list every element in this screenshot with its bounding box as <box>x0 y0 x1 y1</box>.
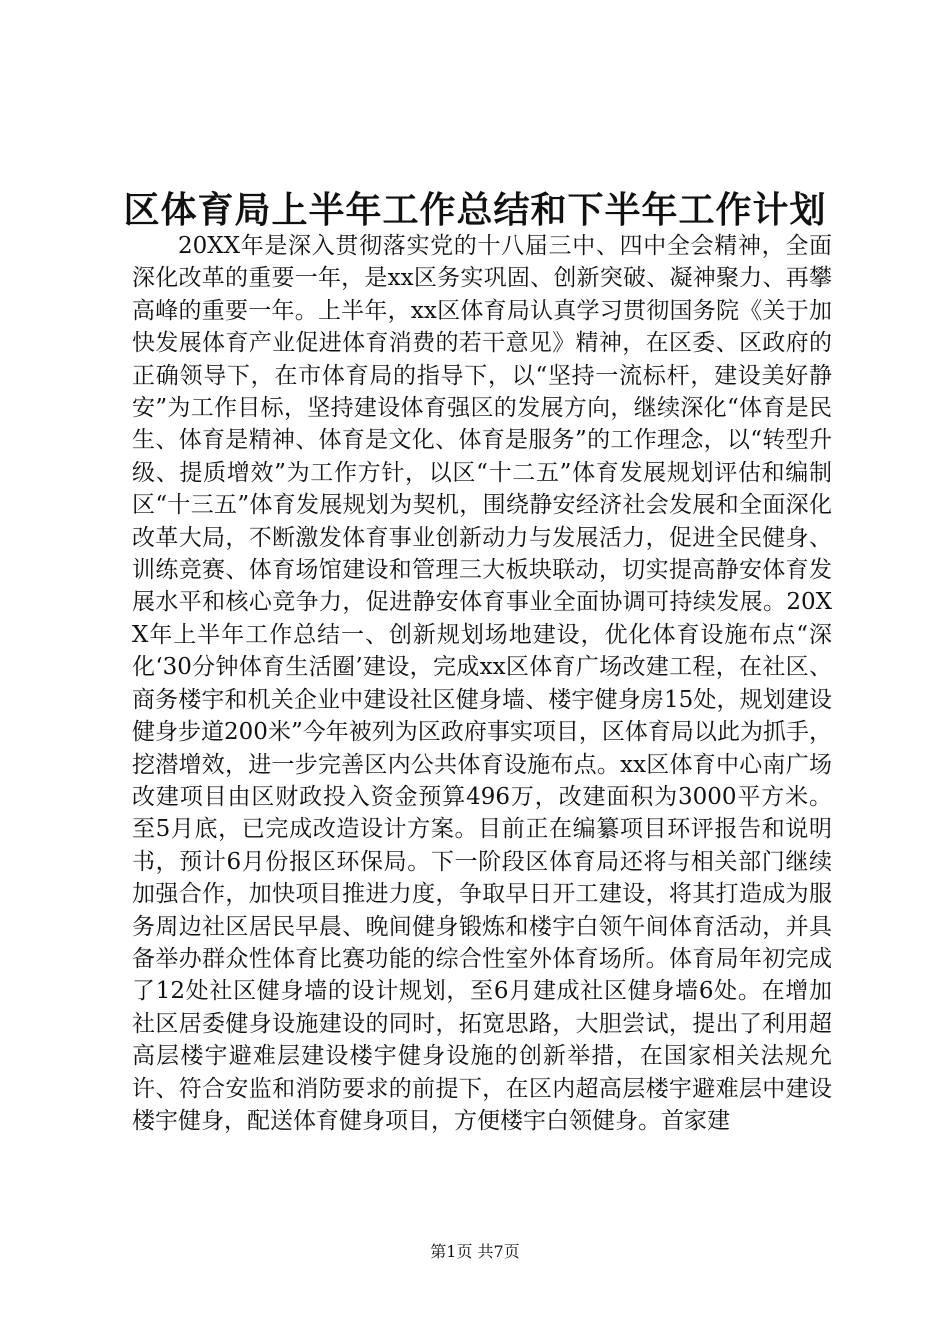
document-body-paragraph: 20XX年是深入贯彻落实党的十八届三中、四中全会精神，全面深化改革的重要一年，是xx区务实巩固、创新突破、凝神聚力、再攀高峰的重要一年。上半年，xx区体育局认真学习贯彻国务院《关于加快发展体育产业促进体育消费的若干意见》精神，在区委、区政府的正确领导下，在市体育局的指导下，以“坚持一流标杆，建设美好静安”为工作目标，坚持建设体育强区的发展方向，继续深化“体育是民生、体育是精神、体育是文化、体育是服务”的工作理念，以“转型升级、提质增效”为工作方针，以区“十二五”体育发展规划评估和编制区“十三五”体育发展规划为契机，围绕静安经济社会发展和全面深化改革大局，不断激发体育事业创新动力与发展活力，促进全民健身、训练竞赛、体育场馆建设和管理三大板块联动，切实提高静安体育发展水平和核心竞争力，促进静安体育事业全面协调可持续发展。20XX年上半年工作总结一、创新规划场地建设，优化体育设施布点“深化‘30分钟体育生活圈’建设，完成xx区体育广场改建工程，在社区、商务楼宇和机关企业中建设社区健身墙、楼宇健身房15处，规划建设健身步道200米”今年被列为区政府事实项目，区体育局以此为抓手，挖潜增效，进一步完善区内公共体育设施布点。xx区体育中心南广场改建项目由区财政投入资金预算496万，改建面积为3000平方米。至5月底，已完成改造设计方案。目前正在编纂项目环评报告和说明书，预计6月份报区环保局。下一阶段区体育局还将与相关部门继续加强合作，加快项目推进力度，争取早日开工建设，将其打造成为服务周边社区居民早晨、晚间健身锻炼和楼宇白领午间体育活动，并具备举办群众性体育比赛功能的综合性室外体育场所。体育局年初完成了12处社区健身墙的设计规划，至6月建成社区健身墙6处。在增加社区居委健身设施建设的同时，拓宽思路，大胆尝试，提出了利用超高层楼宇避难层建设楼宇健身设施的创新举措，在国家相关法规允许、符合安监和消防要求的前提下，在区内超高层楼宇避难层中建设楼宇健身，配送体育健身项目，方便楼宇白领健身。首家建 <box>132 233 832 1134</box>
page-footer: 第1页 共7页 <box>430 1242 520 1261</box>
document-title: 区体育局上半年工作总结和下半年工作计划 <box>123 189 827 231</box>
